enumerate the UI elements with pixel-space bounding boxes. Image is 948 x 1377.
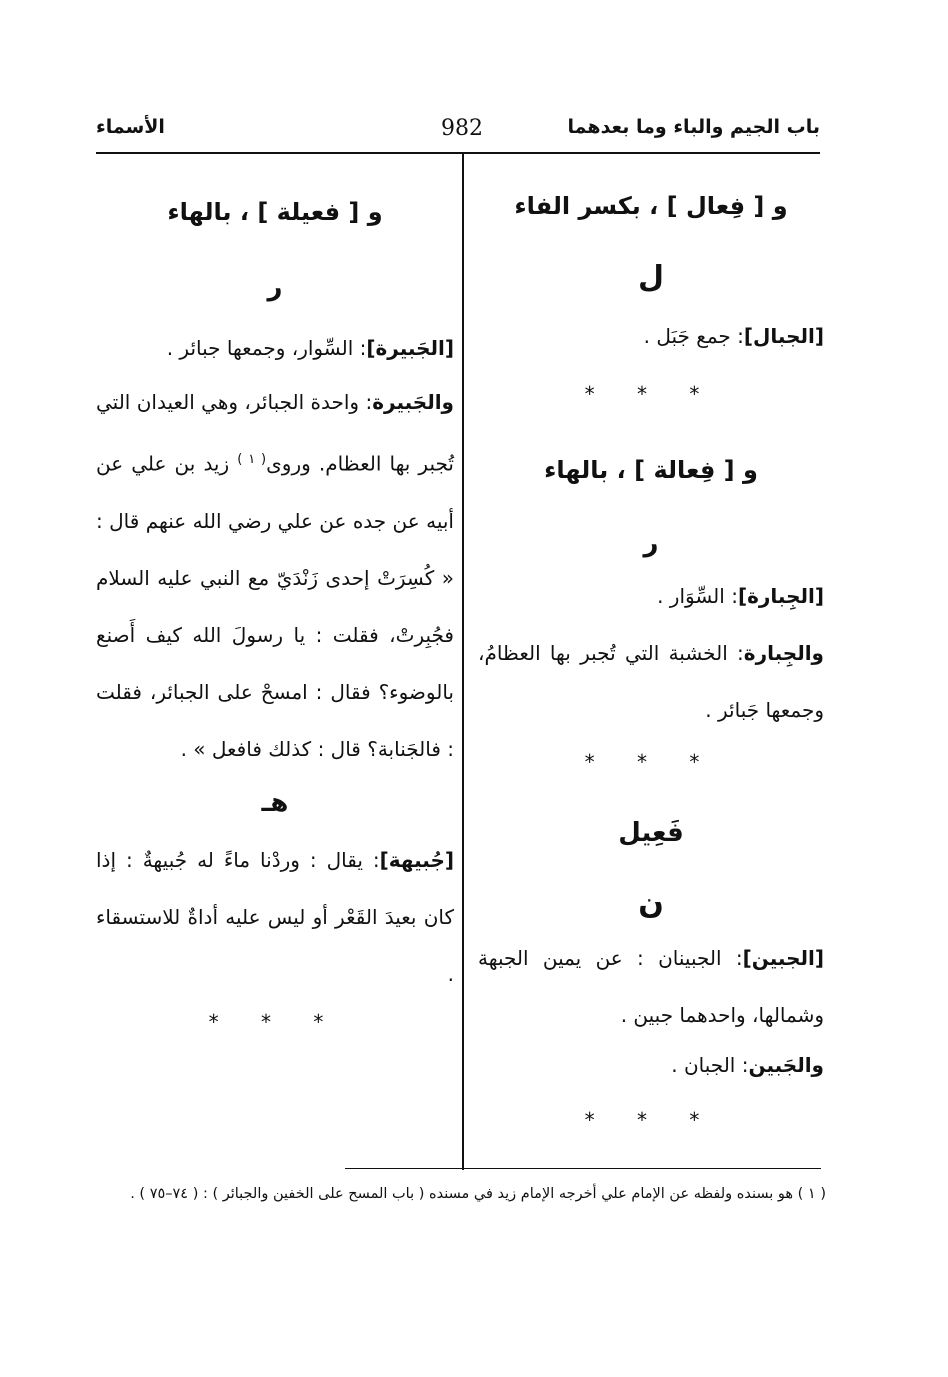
headword: والجَبين <box>748 1053 824 1077</box>
section-heading-fiaal: و [ فِعال ] ، بكسر الفاء <box>514 192 788 220</box>
entry-al-jabira-1 <box>96 320 454 377</box>
footnote-rule <box>345 1168 821 1169</box>
headword: [الجَبيرة] <box>366 336 454 360</box>
letter-heading-ra: ر <box>267 272 283 302</box>
column-divider <box>462 153 464 1170</box>
page-header <box>96 112 820 154</box>
footnote: ( ١ ) هو بسنده ولفظه عن الإمام علي أخرجه الإمام زيد في مسنده ( باب المسح على الخفين والجبائر ) : ( ٧٤–٧٥ ) . <box>130 1186 826 1202</box>
headword: [جُبيهة] <box>379 848 454 872</box>
entry-jubayha <box>96 832 454 1003</box>
entry-al-jibara-1 <box>478 568 824 625</box>
footnote-reference[interactable]: ( ١ ) <box>237 452 267 467</box>
entry-al-jabin-1 <box>478 930 824 1044</box>
headword: [الجبين] <box>742 946 824 970</box>
separator-stars: * * * <box>584 1108 718 1132</box>
separator-stars: * * * <box>584 382 718 406</box>
definition: : يقال : وردْنا ماءً له جُبيهةٌ : إذا كان بعيدَ القَعْر أو ليس عليه أداةٌ للاستسقاء . <box>96 848 454 986</box>
separator-stars: * * * <box>208 1010 342 1034</box>
separator-stars: * * * <box>584 750 718 774</box>
entry-al-jibal <box>478 308 824 365</box>
headword: والجِبارة <box>743 641 824 665</box>
section-heading-fiaala: و [ فِعالة ] ، بالهاء <box>544 456 758 484</box>
headword: [الجِبارة] <box>737 584 824 608</box>
letter-heading-ha: هـ <box>261 788 289 818</box>
section-heading-faiila: و [ فعيلة ] ، بالهاء <box>167 198 383 226</box>
entry-al-jabira-2 <box>96 374 454 778</box>
definition: : الخشبة التي تُجبر بها العظامُ، وجمعها جَبائر . <box>478 641 824 722</box>
definition-continued: زيد بن علي عن أبيه عن جده عن علي رضي الله عنهم قال : « كُسِرَتْ إحدى زَنْدَيّ مع النبي عليه السلام فجُبِرتْ، فقلت : يا رسولَ الله كيف أَصنع بالوضوء؟ فقال : امسحْ على الجبائر، فقلت : فالجَنابة؟ قال : كذلك فافعل » . <box>96 451 454 761</box>
letter-heading-lam: ل <box>637 260 665 295</box>
letter-heading-nun: ن <box>638 886 664 921</box>
letter-heading-ra: ر <box>643 528 659 558</box>
headword: والجَبيرة <box>372 390 454 414</box>
chapter-title: باب الجيم والباء وما بعدهما <box>567 116 820 138</box>
definition: : الجبينان : عن يمين الجبهة وشمالها، واحدهما جبين . <box>478 946 824 1027</box>
entry-al-jibara-2 <box>478 625 824 739</box>
definition: : الجبان . <box>671 1053 749 1077</box>
definition: : السِّوَار . <box>657 584 738 608</box>
headword: [الجبال] <box>743 324 824 348</box>
section-title: الأسماء <box>96 116 165 138</box>
definition: : واحدة الجبائر، وهي العيدان التي تُجبر بها العظام. وروى <box>96 390 454 476</box>
page-number: 982 <box>441 116 483 141</box>
definition: : جمع جَبَل . <box>643 324 744 348</box>
entry-al-jabin-2 <box>478 1037 824 1094</box>
pattern-heading-faiil: فَعِيل <box>618 818 684 848</box>
definition: : السِّوار، وجمعها جبائر . <box>166 336 367 360</box>
